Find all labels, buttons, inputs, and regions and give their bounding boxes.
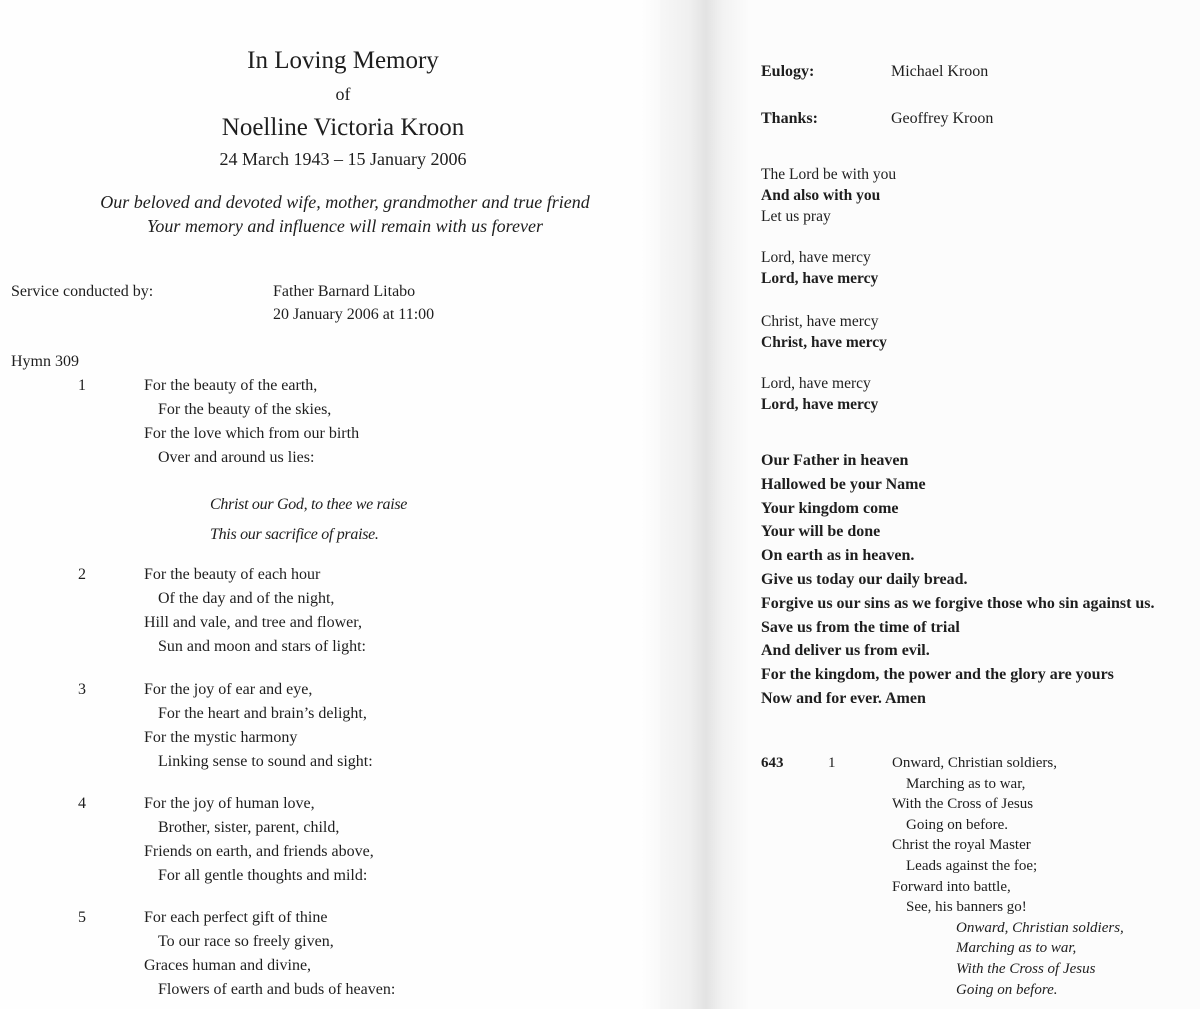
heading-of: of (335, 84, 351, 104)
tribute-line: Your memory and influence will remain with us forever (147, 216, 543, 236)
response-line: Lord, have mercy (761, 249, 871, 266)
memorial-heading: In Loving Memory (247, 47, 439, 74)
verse-line: To our race so freely given, (158, 933, 334, 950)
verse-line: For the joy of ear and eye, (144, 681, 313, 698)
hymn-verse-number: 1 (828, 755, 836, 771)
verse-line: Over and around us lies: (158, 449, 315, 466)
hymn-refrain-line: Going on before. (956, 981, 1058, 998)
deceased-name: Noelline Victoria Kroon (221, 114, 465, 141)
prayer-line: Your will be done (761, 523, 881, 541)
prayer-line: And deliver us from evil. (761, 642, 930, 660)
verse-4 (144, 792, 374, 888)
prayer-line: For the kingdom, the power and the glory are yours (761, 666, 1114, 684)
book-spine-shadow (640, 0, 750, 1009)
service-date: 20 January 2006 at 11:00 (273, 306, 435, 323)
prayer-line: Your kingdom come (761, 499, 899, 517)
prayer-line: Our Father in heaven (761, 452, 909, 469)
lords-prayer (761, 449, 1155, 711)
response-block (761, 311, 887, 353)
thanks-name: Geoffrey Kroon (891, 110, 994, 127)
hymn-line: Marching as to war, (906, 775, 1026, 792)
prayer-line: Hallowed be your Name (761, 475, 926, 493)
verse-line: Graces human and divine, (144, 957, 312, 974)
response-line: Let us pray (761, 208, 831, 225)
verse-line: For the mystic harmony (144, 729, 298, 746)
hymn-line: Leads against the foe; (906, 857, 1038, 874)
verse-2 (144, 563, 366, 659)
thanks-label: Thanks: (761, 110, 818, 127)
hymn-refrain-line: Onward, Christian soldiers, (956, 919, 1124, 936)
verse-line: For the heart and brain’s delight, (158, 705, 367, 722)
hymn-line: See, his banners go! (906, 899, 1027, 916)
response-line: Christ, have mercy (761, 334, 887, 351)
verse-line: Hill and vale, and tree and flower, (144, 614, 362, 631)
hymn-refrain-line: With the Cross of Jesus (956, 960, 1096, 977)
hymn-refrain-line: Marching as to war, (956, 940, 1077, 957)
response-block (761, 373, 878, 415)
verse-line: For the beauty of the skies, (158, 401, 332, 418)
verse-3 (144, 678, 373, 774)
eulogy-name: Michael Kroon (891, 63, 989, 80)
hymn-refrain (210, 490, 407, 550)
hymn-line: Forward into battle, (892, 878, 1011, 895)
verse-line: For the joy of human love, (144, 795, 315, 812)
prayer-line: On earth as in heaven. (761, 547, 915, 565)
service-officiant: Father Barnard Litabo (273, 283, 416, 300)
verse-line: For the beauty of the earth, (144, 377, 318, 394)
verse-line: Sun and moon and stars of light: (158, 638, 366, 655)
verse-number: 3 (78, 681, 86, 698)
service-label: Service conducted by: (11, 283, 154, 300)
hymn-643-verse (892, 753, 1124, 1000)
refrain-line: This our sacrifice of praise. (210, 526, 379, 543)
verse-line: For the love which from our birth (144, 425, 360, 442)
hymn-line: With the Cross of Jesus (892, 796, 1034, 813)
verse-1 (144, 374, 359, 470)
response-line: And also with you (761, 187, 881, 204)
verse-line: For the beauty of each hour (144, 566, 321, 583)
response-line: The Lord be with you (761, 166, 897, 183)
hymn-line: Onward, Christian soldiers, (892, 755, 1057, 771)
verse-line: For each perfect gift of thine (144, 909, 328, 926)
hymn-line: Christ the royal Master (892, 837, 1031, 854)
response-line: Lord, have mercy (761, 396, 879, 413)
response-line: Christ, have mercy (761, 313, 879, 330)
verse-line: Flowers of earth and buds of heaven: (158, 981, 396, 998)
hymn-title: Hymn 309 (11, 353, 79, 370)
verse-line: Of the day and of the night, (158, 590, 335, 607)
verse-5 (144, 906, 395, 1002)
verse-number: 5 (78, 909, 86, 926)
response-block (761, 164, 896, 227)
response-line: Lord, have mercy (761, 375, 871, 392)
hymn-number: 643 (761, 755, 784, 771)
response-line: Lord, have mercy (761, 270, 879, 287)
tribute-line: Our beloved and devoted wife, mother, grandmother and true friend (100, 192, 590, 212)
verse-line: Friends on earth, and friends above, (144, 843, 374, 860)
verse-number: 4 (78, 795, 86, 812)
verse-number: 1 (78, 377, 86, 394)
verse-line: Brother, sister, parent, child, (158, 819, 340, 836)
prayer-line: Forgive us our sins as we forgive those who sin against us. (761, 594, 1155, 612)
verse-line: For all gentle thoughts and mild: (158, 867, 368, 884)
life-dates: 24 March 1943 – 15 January 2006 (219, 149, 467, 169)
prayer-line: Give us today our daily bread. (761, 570, 968, 588)
eulogy-label: Eulogy: (761, 63, 815, 80)
verse-line: Linking sense to sound and sight: (158, 753, 373, 770)
refrain-line: Christ our God, to thee we raise (210, 496, 408, 513)
prayer-line: Save us from the time of trial (761, 618, 960, 636)
prayer-line: Now and for ever. Amen (761, 689, 926, 707)
verse-number: 2 (78, 566, 86, 583)
hymn-line: Going on before. (906, 816, 1009, 833)
response-block (761, 247, 878, 289)
